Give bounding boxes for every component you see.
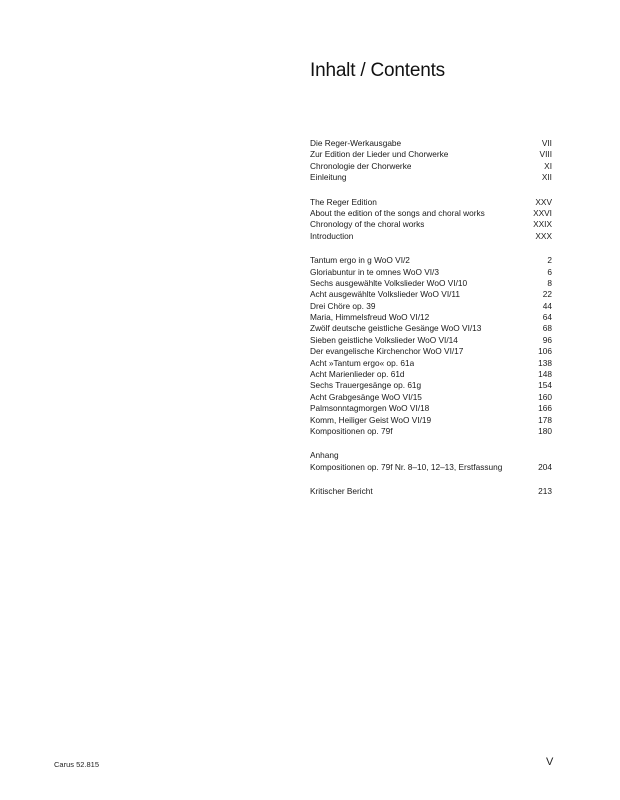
toc-entry <box>310 289 552 300</box>
toc-entry-page: 166 <box>538 403 552 414</box>
toc-entry <box>310 369 552 380</box>
toc-entry <box>310 392 552 403</box>
toc-entry-title: Der evangelische Kirchenchor WoO VI/17 <box>310 346 464 357</box>
toc-entry-page: VII <box>541 138 552 148</box>
toc-entry <box>310 267 552 278</box>
toc-entry-page: 6 <box>547 266 552 277</box>
toc-entry-page: XXVI <box>533 207 552 218</box>
toc-entry-title: Kompositionen op. 79f Nr. 8–10, 12–13, Erstfassung <box>310 461 503 472</box>
toc-entry-title: Sieben geistliche Volkslieder WoO VI/14 <box>310 334 458 345</box>
toc-entry-page: XXV <box>535 196 552 207</box>
toc-entry <box>310 462 552 473</box>
toc-entry-title: Gloriabuntur in te omnes WoO VI/3 <box>310 266 439 277</box>
toc-entry-page: XII <box>541 172 552 183</box>
toc-entry-title: About the edition of the songs and choral works <box>310 207 485 218</box>
toc-entry <box>310 346 552 357</box>
toc-entry-page: 2 <box>547 255 552 266</box>
toc-entry <box>310 149 552 160</box>
toc-entry-page: 8 <box>547 277 552 288</box>
toc-entry-title: Tantum ergo in g WoO VI/2 <box>310 255 410 266</box>
toc-entry-page: 180 <box>538 425 552 436</box>
toc-entry-title: Einleitung <box>310 172 347 183</box>
appendix-entries <box>310 462 552 473</box>
toc-entry-page: 154 <box>538 380 552 391</box>
toc-entry-page: 106 <box>538 346 552 357</box>
toc-entry-page: 148 <box>538 369 552 380</box>
toc-entry-page: 160 <box>538 391 552 402</box>
toc-entry-page: 96 <box>542 334 552 345</box>
toc-entry-page: 138 <box>538 357 552 368</box>
toc-entry <box>310 208 552 219</box>
toc-entry <box>310 426 552 437</box>
toc-entry-title: Acht »Tantum ergo« op. 61a <box>310 357 415 368</box>
toc-entry <box>310 161 552 172</box>
toc-entry-title: Chronologie der Chorwerke <box>310 160 412 171</box>
toc-group-works <box>310 255 552 437</box>
toc-entry <box>310 138 552 149</box>
toc-entry <box>310 197 552 208</box>
toc-group-german <box>310 138 552 184</box>
page-title: Inhalt / Contents <box>310 60 445 81</box>
toc-entry-title: Kompositionen op. 79f <box>310 425 393 436</box>
toc-entry <box>310 323 552 334</box>
toc-entry-title: Maria, Himmelsfreud WoO VI/12 <box>310 312 430 323</box>
toc-entry-title: Acht Marienlieder op. 61d <box>310 369 405 380</box>
toc-group-report <box>310 486 552 497</box>
toc-entry-title: Kritischer Bericht <box>310 486 373 497</box>
toc-entry-page: VIII <box>539 149 552 160</box>
toc-entry-title: Drei Chöre op. 39 <box>310 300 376 311</box>
toc-entry-title: Acht Grabgesänge WoO VI/15 <box>310 391 422 402</box>
page-number: V <box>546 756 554 768</box>
toc-entry <box>310 219 552 230</box>
toc-entry-title: Acht ausgewählte Volkslieder WoO VI/11 <box>310 289 461 300</box>
toc-entry-page: 68 <box>542 323 552 334</box>
toc-entry <box>310 255 552 266</box>
toc-entry <box>310 358 552 369</box>
toc-entry-title: Zwölf deutsche geistliche Gesänge WoO VI/13 <box>310 323 482 334</box>
toc-entry <box>310 278 552 289</box>
toc-entry <box>310 415 552 426</box>
toc-entry-page: 64 <box>542 312 552 323</box>
toc-entry-page: XI <box>544 160 552 171</box>
toc-entry-page: 22 <box>542 289 552 300</box>
toc-entry <box>310 403 552 414</box>
toc-entry-title: Palmsonntagmorgen WoO VI/18 <box>310 403 430 414</box>
toc-entry <box>310 312 552 323</box>
toc-group-english <box>310 197 552 243</box>
toc-entry <box>310 380 552 391</box>
toc-group-appendix <box>310 450 552 473</box>
toc-entry-page: 178 <box>538 414 552 425</box>
appendix-heading: Anhang <box>310 450 339 461</box>
toc-entry-title: Sechs Trauergesänge op. 61g <box>310 380 422 391</box>
toc-entry-title: Sechs ausgewählte Volkslieder WoO VI/10 <box>310 277 468 288</box>
toc-entry-page: 204 <box>538 461 552 472</box>
toc-entry-title: Komm, Heiliger Geist WoO VI/19 <box>310 414 432 425</box>
toc-entry-title: Zur Edition der Lieder und Chorwerke <box>310 149 449 160</box>
toc-entry <box>310 335 552 346</box>
toc-entry-page: 213 <box>538 486 552 497</box>
toc-entry-title: Chronology of the choral works <box>310 219 425 230</box>
toc-entry-title: Die Reger-Werkausgabe <box>310 138 402 148</box>
toc-entry-title: Introduction <box>310 230 354 241</box>
toc-entry-title: The Reger Edition <box>310 196 377 207</box>
toc-entry-page: XXIX <box>533 219 552 230</box>
toc-entry <box>310 231 552 242</box>
toc-entry <box>310 301 552 312</box>
toc-entry <box>310 486 552 497</box>
publisher-code: Carus 52.815 <box>54 760 100 769</box>
toc-entry-page: 44 <box>542 300 552 311</box>
toc-entry-page: XXX <box>535 230 552 241</box>
toc-entry <box>310 172 552 183</box>
table-of-contents <box>310 138 552 511</box>
